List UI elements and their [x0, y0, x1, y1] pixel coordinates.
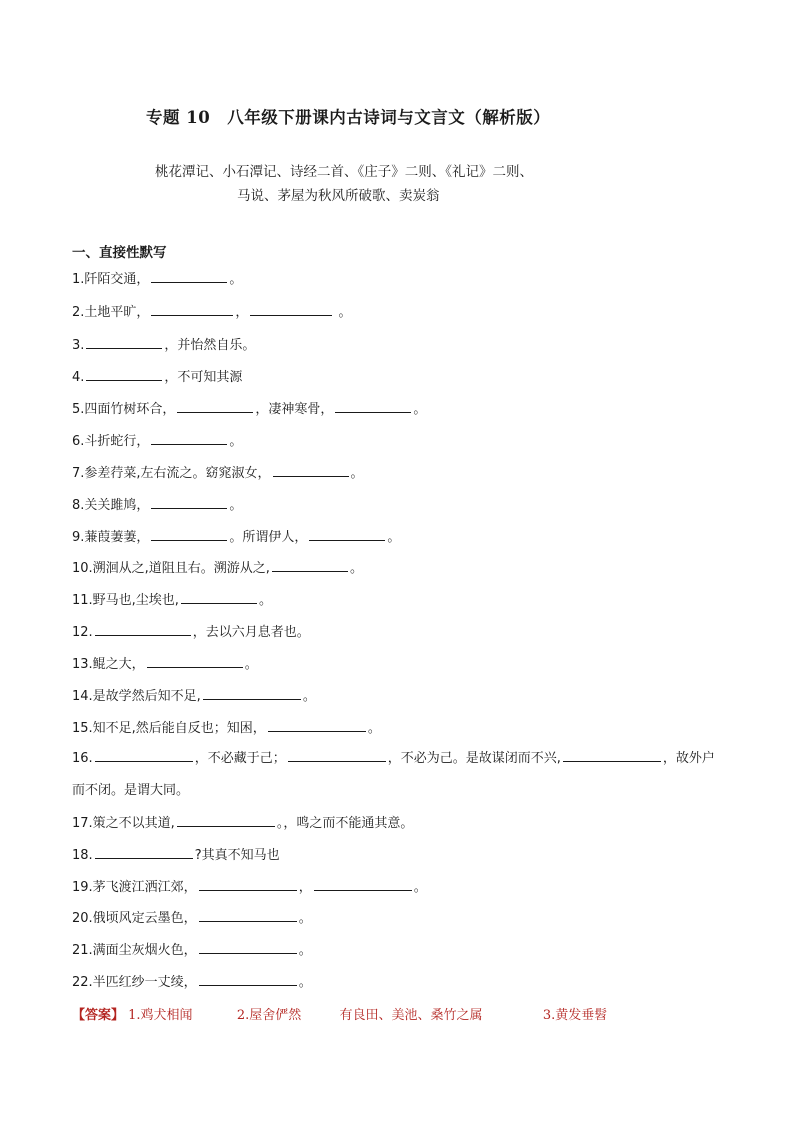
- answer-2b: 有良田、美池、桑竹之属: [339, 1008, 483, 1023]
- subtitle-line-1: 桃花潭记、小石潭记、诗经二首、《庄子》二则、《礼记》二则、: [155, 164, 533, 180]
- answer-blank: [86, 368, 162, 381]
- subtitle-line-2: 马说、茅屋为秋风所破歌、卖炭翁: [237, 188, 440, 204]
- question-6: 6.斗折蛇行， 。: [72, 434, 243, 449]
- answer-line: [72, 1004, 607, 1023]
- answer-blank: [177, 814, 275, 827]
- question-10: 10.溯洄从之,道阻且右。溯游从之, 。: [72, 561, 363, 576]
- question-21: 21.满面尘灰烟火色， 。: [72, 943, 312, 958]
- answer-blank: [151, 270, 227, 283]
- answer-blank: [199, 941, 297, 954]
- answer-blank: [314, 878, 412, 891]
- answer-blank: [95, 846, 193, 859]
- answer-tag: 【答案】: [72, 1008, 125, 1023]
- question-12: 12. ，去以六月息者也。: [72, 625, 310, 640]
- answer-blank: [147, 655, 243, 668]
- question-7: 7.参差荇菜,左右流之。窈窕淑女， 。: [72, 466, 364, 481]
- answer-blank: [288, 749, 386, 762]
- question-8: 8.关关雎鸠， 。: [72, 498, 243, 513]
- answer-blank: [203, 687, 301, 700]
- answer-blank: [268, 719, 366, 732]
- answer-blank: [309, 528, 385, 541]
- question-11: 11.野马也,尘埃也, 。: [72, 593, 272, 608]
- answer-2: 2.屋舍俨然: [236, 1008, 302, 1023]
- answer-blank: [151, 303, 233, 316]
- question-14: 14.是故学然后知不足, 。: [72, 689, 316, 704]
- answer-blank: [177, 400, 253, 413]
- answer-blank: [563, 749, 661, 762]
- question-19: 19.茅飞渡江洒江郊， ， 。: [72, 880, 427, 895]
- section-heading: 一、直接性默写: [72, 245, 167, 261]
- question-20: 20.俄顷风定云墨色， 。: [72, 911, 312, 926]
- answer-1: 1.鸡犬相闻: [128, 1008, 193, 1023]
- answer-blank: [199, 878, 297, 891]
- answer-3: 3.黄发垂髫: [542, 1008, 608, 1023]
- answer-blank: [151, 528, 227, 541]
- answer-blank: [272, 559, 348, 572]
- question-5: 5.四面竹树环合， ，凄神寒骨， 。: [72, 402, 427, 417]
- answer-blank: [95, 623, 191, 636]
- question-13: 13.鲲之大， 。: [72, 657, 258, 672]
- page-title: 专题 10 八年级下册课内古诗词与文言文（解析版）: [146, 108, 551, 127]
- question-9: 9.蒹葭萋萋， 。所谓伊人， 。: [72, 530, 401, 545]
- question-1: 1.阡陌交通， 。: [72, 272, 243, 287]
- answer-blank: [151, 496, 227, 509]
- answer-blank: [273, 464, 349, 477]
- answer-blank: [199, 973, 297, 986]
- answer-blank: [250, 303, 332, 316]
- answer-blank: [86, 336, 162, 349]
- answer-blank: [199, 909, 297, 922]
- answer-blank: [95, 749, 193, 762]
- question-15: 15.知不足,然后能自反也；知困， 。: [72, 721, 381, 736]
- question-17: 17.策之不以其道, 。，鸣之而不能通其意。: [72, 816, 414, 831]
- question-22: 22.半匹红纱一丈绫， 。: [72, 975, 312, 990]
- answer-blank: [181, 591, 257, 604]
- question-4: 4. ，不可知其源: [72, 370, 243, 385]
- question-18: 18. ?其真不知马也: [72, 848, 280, 863]
- question-3: 3. ，并怡然自乐。: [72, 338, 256, 353]
- question-16: 16. ，不必藏于己； ，不必为己。是故谋闭而不兴, ，故外户而不闭。是谓大同。: [72, 751, 715, 798]
- answer-blank: [151, 432, 227, 445]
- question-2: 2.土地平旷， ， 。: [72, 305, 352, 320]
- answer-blank: [335, 400, 411, 413]
